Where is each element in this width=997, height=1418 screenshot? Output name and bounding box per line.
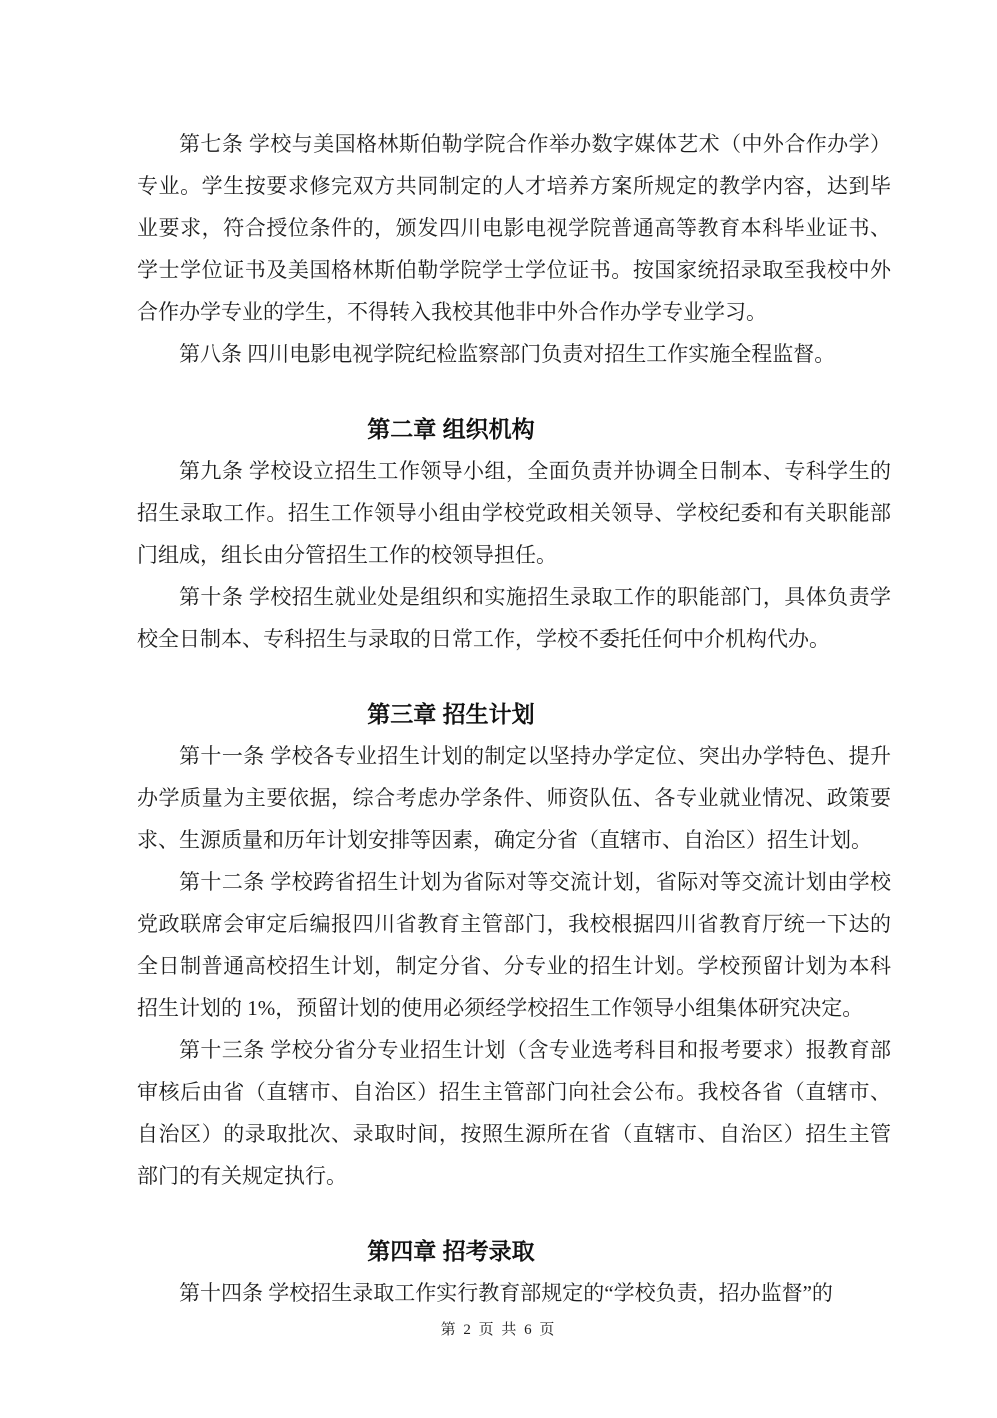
chapter-heading-organization: 第二章 组织机构 [367, 416, 535, 442]
paragraph-article-7: 第七条 学校与美国格林斯伯勒学院合作举办数字媒体艺术（中外合作办学）专业。学生按要求修完双方共同制定的人才培养方案所规定的教学内容，达到毕业要求，符合授位条件的，颁发四川电影电视学院普通高等教育本科毕业证书、学士学位证书及美国格林斯伯勒学院学士学位证书。按国家统招录取至我校中外合作办学专业的学生，不得转入我校其他非中外合作办学专业学习。 [137, 132, 891, 324]
paragraph-article-9: 第九条 学校设立招生工作领导小组，全面负责并协调全日制本、专科学生的招生录取工作。招生工作领导小组由学校党政相关领导、学校纪委和有关职能部门组成，组长由分管招生工作的校领导担任。 [137, 459, 891, 567]
paragraph-article-8: 第八条 四川电影电视学院纪检监察部门负责对招生工作实施全程监督。 [179, 342, 836, 366]
paragraph-article-12: 第十二条 学校跨省招生计划为省际对等交流计划，省际对等交流计划由学校党政联席会审定后编报四川省教育主管部门，我校根据四川省教育厅统一下达的全日制普通高校招生计划，制定分省、分专业的招生计划。学校预留计划为本科招生计划的 1%，预留计划的使用必须经学校招生工作领导小组集体研究决定。 [137, 870, 891, 1020]
document-body [137, 123, 891, 1314]
paragraph-article-10: 第十条 学校招生就业处是组织和实施招生录取工作的职能部门，具体负责学校全日制本、专科招生与录取的日常工作，学校不委托任何中介机构代办。 [137, 585, 891, 651]
paragraph-article-14: 第十四条 学校招生录取工作实行教育部规定的“学校负责，招办监督”的 [179, 1281, 833, 1305]
chapter-heading-admission: 第四章 招考录取 [367, 1238, 535, 1264]
paragraph-article-13: 第十三条 学校分省分专业招生计划（含专业选考科目和报考要求）报教育部审核后由省（直辖市、自治区）招生主管部门向社会公布。我校各省（直辖市、自治区）的录取批次、录取时间，按照生源所在省（直辖市、自治区）招生主管部门的有关规定执行。 [137, 1038, 891, 1188]
page-number-footer: 第 2 页 共 6 页 [440, 1322, 557, 1338]
paragraph-article-11: 第十一条 学校各专业招生计划的制定以坚持办学定位、突出办学特色、提升办学质量为主要依据，综合考虑办学条件、师资队伍、各专业就业情况、政策要求、生源质量和历年计划安排等因素，确定分省（直辖市、自治区）招生计划。 [137, 744, 891, 852]
chapter-heading-enrollment-plan: 第三章 招生计划 [367, 701, 535, 727]
